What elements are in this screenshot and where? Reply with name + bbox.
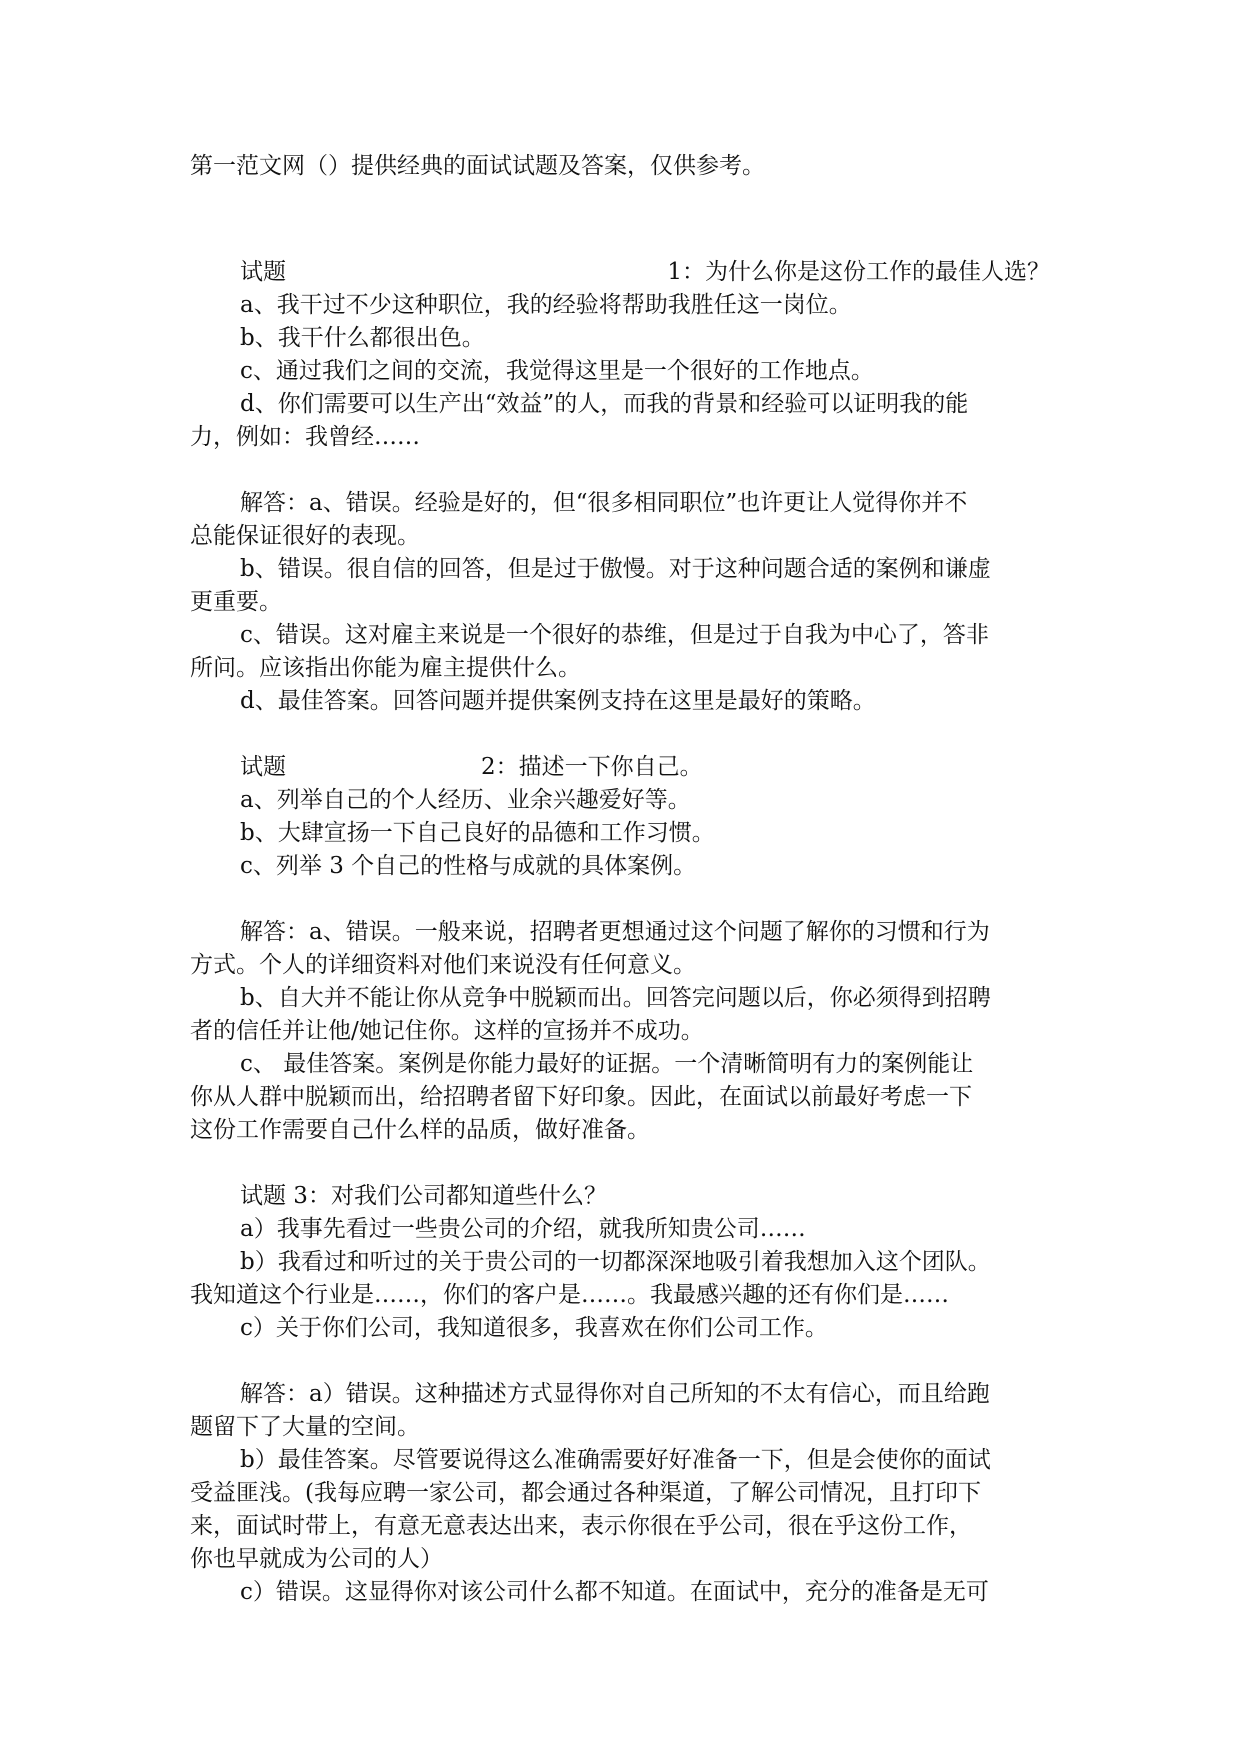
intro-text: 第一范文网（）提供经典的面试试题及答案，仅供参考。 (190, 153, 765, 179)
q1-answer-b-line2: 更重要。 (190, 589, 282, 615)
question-1-text: 1：为什么你是这份工作的最佳人选？ (667, 259, 1050, 285)
q3-option-a: a）我事先看过一些贵公司的介绍，就我所知贵公司…… (240, 1216, 806, 1242)
q3-option-b-line1: b）我看过和听过的关于贵公司的一切都深深地吸引着我想加入这个团队。 (240, 1249, 991, 1275)
q2-answer-b-line2: 者的信任并让他/她记住你。这样的宣扬并不成功。 (190, 1018, 704, 1044)
question-1-label: 试题 (240, 259, 286, 285)
q3-option-b-line2: 我知道这个行业是……，你们的客户是……。我最感兴趣的还有你们是…… (190, 1282, 949, 1308)
q3-option-c: c）关于你们公司，我知道很多，我喜欢在你们公司工作。 (240, 1315, 828, 1341)
q1-option-a: a、我干过不少这种职位，我的经验将帮助我胜任这一岗位。 (240, 292, 852, 318)
q3-answer-b-line2: 受益匪浅。(我每应聘一家公司，都会通过各种渠道，了解公司情况，且打印下 (190, 1480, 981, 1506)
q1-answer-c-line2: 所问。应该指出你能为雇主提供什么。 (190, 655, 581, 681)
q3-answer-b-line1: b）最佳答案。尽管要说得这么准确需要好好准备一下，但是会使你的面试 (240, 1447, 991, 1473)
q1-option-d-line2: 力，例如：我曾经…… (190, 424, 420, 450)
q2-answer-a-line2: 方式。个人的详细资料对他们来说没有任何意义。 (190, 952, 696, 978)
question-1-title (190, 256, 1050, 289)
q1-answer-b-line1: b、错误。很自信的回答，但是过于傲慢。对于这种问题合适的案例和谦虚 (240, 556, 991, 582)
q1-answer-c-line1: c、错误。这对雇主来说是一个很好的恭维，但是过于自我为中心了，答非 (240, 622, 989, 648)
q1-answer-d: d、最佳答案。回答问题并提供案例支持在这里是最好的策略。 (240, 688, 876, 714)
question-3-title: 试题 3：对我们公司都知道些什么？ (240, 1183, 607, 1209)
q1-option-b: b、我干什么都很出色。 (240, 325, 485, 351)
q3-answer-b-line4: 你也早就成为公司的人） (190, 1546, 443, 1572)
q3-answer-b-line3: 来，面试时带上，有意无意表达出来，表示你很在乎公司，很在乎这份工作， (190, 1513, 972, 1539)
q2-option-c: c、列举 3 个自己的性格与成就的具体案例。 (240, 853, 697, 879)
q2-answer-a-line1: 解答：a、错误。一般来说，招聘者更想通过这个问题了解你的习惯和行为 (240, 919, 990, 945)
q2-answer-b-line1: b、自大并不能让你从竞争中脱颖而出。回答完问题以后，你必须得到招聘 (240, 985, 991, 1011)
question-2-label: 试题 (240, 754, 286, 780)
q1-answer-a-line2: 总能保证很好的表现。 (190, 523, 420, 549)
q2-answer-c-line2: 你从人群中脱颖而出，给招聘者留下好印象。因此，在面试以前最好考虑一下 (190, 1084, 972, 1110)
q3-answer-a-line2: 题留下了大量的空间。 (190, 1414, 420, 1440)
q1-option-d-line1: d、你们需要可以生产出“效益”的人，而我的背景和经验可以证明我的能 (240, 391, 969, 417)
q3-answer-a-line1: 解答：a）错误。这种描述方式显得你对自己所知的不太有信心，而且给跑 (240, 1381, 990, 1407)
q2-option-b: b、大肆宣扬一下自己良好的品德和工作习惯。 (240, 820, 715, 846)
question-2-text: 2：描述一下你自己。 (481, 754, 703, 780)
q1-option-c: c、通过我们之间的交流，我觉得这里是一个很好的工作地点。 (240, 358, 874, 384)
q2-option-a: a、列举自己的个人经历、业余兴趣爱好等。 (240, 787, 691, 813)
q2-answer-c-line3: 这份工作需要自己什么样的品质，做好准备。 (190, 1117, 650, 1143)
document-page (190, 150, 1050, 1609)
question-2-title (190, 751, 1050, 784)
q2-answer-c-line1: c、 最佳答案。案例是你能力最好的证据。一个清晰简明有力的案例能让 (240, 1051, 974, 1077)
q3-answer-c-line1: c）错误。这显得你对该公司什么都不知道。在面试中，充分的准备是无可 (240, 1579, 989, 1605)
q1-answer-a-line1: 解答：a、错误。经验是好的，但“很多相同职位”也许更让人觉得你并不 (240, 490, 968, 516)
